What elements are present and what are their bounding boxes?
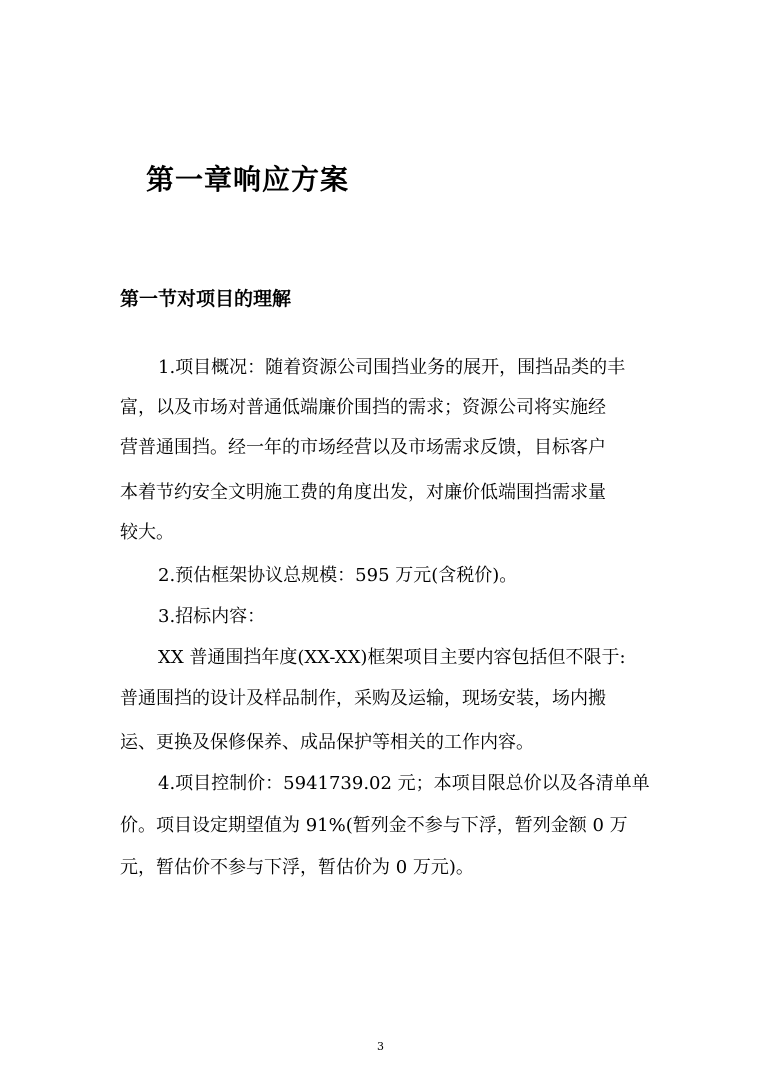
paragraph-line: 富，以及市场对普通低端廉价围挡的需求；资源公司将实施经	[120, 397, 606, 418]
paragraph-line: 元，暂估价不参与下浮，暂估价为 0 万元)。	[120, 857, 474, 878]
paragraph-line: XX 普通围挡年度(XX-XX)框架项目主要内容包括但不限于:	[158, 647, 626, 668]
paragraph-line: 营普通围挡。经一年的市场经营以及市场需求反馈，目标客户	[120, 437, 606, 458]
paragraph-line: 本着节约安全文明施工费的角度出发，对廉价低端围挡需求量	[120, 482, 606, 503]
paragraph-line: 价。项目设定期望值为 91%(暂列金不参与下浮，暂列金额 0 万	[120, 815, 628, 836]
paragraph-line: 普通围挡的设计及样品制作，采购及运输，现场安装，场内搬	[120, 688, 606, 709]
section-title: 第一节对项目的理解	[120, 288, 292, 310]
page-number: 3	[377, 1040, 384, 1053]
paragraph-line: 1.项目概况：随着资源公司围挡业务的展开，围挡品类的丰	[158, 357, 626, 378]
paragraph-line: 运、更换及保修保养、成品保护等相关的工作内容。	[120, 732, 534, 753]
chapter-title: 第一章响应方案	[146, 163, 350, 196]
paragraph-line: 4.项目控制价：5941739.02 元；本项目限总价以及各清单单	[158, 773, 650, 794]
paragraph-line: 3.招标内容：	[158, 606, 266, 627]
paragraph-line: 较大。	[120, 522, 174, 543]
paragraph-line: 2.预估框架协议总规模：595 万元(含税价)。	[158, 565, 518, 586]
